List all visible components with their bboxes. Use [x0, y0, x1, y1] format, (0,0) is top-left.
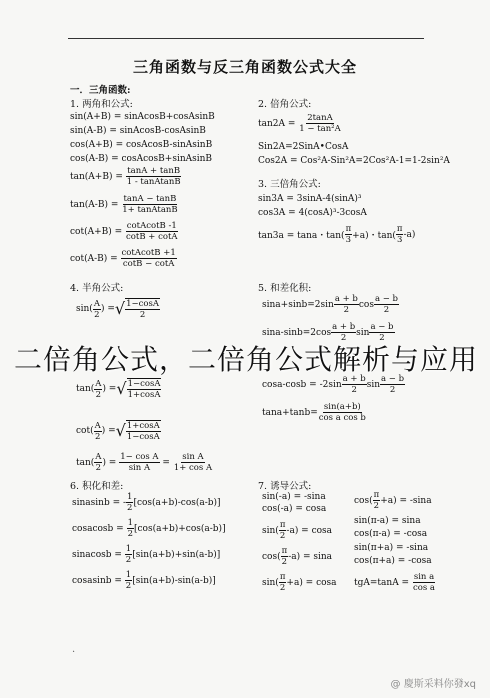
numerator: a − b	[381, 374, 405, 384]
numerator: 1	[127, 492, 133, 502]
numerator: a − b	[374, 294, 398, 304]
formula-part: ) =	[100, 304, 115, 314]
denominator: 2	[343, 305, 350, 315]
fraction	[121, 194, 178, 215]
denominator: cotB − cotA	[122, 259, 175, 269]
formula-lhs: tan(A+B) =	[70, 171, 123, 182]
formula-part: sin	[366, 379, 380, 390]
formula-part: -a)	[403, 229, 416, 240]
formula-line	[262, 546, 332, 567]
fraction	[125, 544, 132, 565]
formula-line: sin(A+B) = sinAcosB+cosAsinB	[70, 112, 215, 122]
formula-line	[262, 402, 367, 423]
formula-line: cos(-a) = cosa	[262, 504, 327, 514]
formula-part: -a) = cosa	[286, 525, 333, 536]
formula-part: cos	[358, 299, 374, 310]
formula-part: tana+tanb=	[262, 407, 318, 418]
sqrt: √ $\frac{1-\cos A}{1+\cos A}$	[116, 379, 161, 400]
formula-part: cos(	[262, 551, 281, 562]
formula-part: cos(	[354, 495, 373, 506]
fraction	[412, 572, 436, 593]
denominator: 2	[373, 501, 380, 511]
numerator: sin A	[182, 452, 204, 462]
denominator: 3	[396, 235, 403, 245]
formula-part: tgA=tanA =	[354, 577, 410, 588]
heading-sum-to-product: 5. 和差化积:	[258, 283, 312, 294]
numerator: 1	[127, 518, 133, 528]
formula-line	[76, 298, 160, 320]
fraction	[93, 299, 101, 320]
formula-part: sinacosb =	[72, 549, 122, 560]
numerator: 2tanA	[307, 113, 333, 123]
formula-line	[258, 224, 415, 245]
numerator: A	[95, 378, 102, 389]
formula-line: cos(A-B) = cosAcosB+sinAsinB	[70, 154, 213, 164]
formula-part: sin	[356, 327, 370, 338]
fraction	[281, 546, 289, 567]
section-label: 一．三角函数:	[70, 85, 131, 96]
formula-line	[70, 166, 182, 187]
formula-line: Sin2A=2SinA•CosA	[258, 142, 349, 152]
numerator: π	[345, 224, 352, 234]
formula-part: cosasinb =	[72, 575, 122, 586]
formula-part: ) =	[102, 384, 117, 394]
denominator: 1+cosA	[127, 390, 161, 400]
fraction	[126, 421, 161, 442]
formula-line: tan( $\frac{A}{2}$ ) = $\frac{\text{1− cos A}}{\text{sin A}}$ = $\frac{\text{sin A}}{\text{1+ cos A}}$	[76, 452, 213, 473]
fraction	[345, 224, 353, 245]
page-title: 三角函数与反三角函数公式大全	[132, 58, 357, 76]
fraction	[94, 421, 102, 442]
numerator: A	[94, 420, 101, 431]
formula-line	[72, 570, 216, 591]
denominator: 3	[345, 235, 352, 245]
numerator: sin a	[413, 572, 435, 582]
formula-line: cos(π-a) = -cosa	[354, 529, 428, 539]
numerator: A	[93, 298, 100, 309]
formula-line	[72, 544, 220, 565]
fraction	[396, 224, 404, 245]
denominator: 2	[139, 310, 146, 320]
formula-line	[70, 248, 177, 269]
page-mark: ·	[72, 647, 76, 658]
heading-sum-formulas: 1. 两角和公式:	[70, 99, 133, 110]
fraction	[94, 452, 102, 473]
denominator: sin A	[128, 463, 151, 473]
numerator: a + b	[332, 322, 356, 332]
formula-line: sin(π-a) = sina	[354, 516, 421, 526]
denominator: 2	[279, 531, 286, 541]
formula-lhs: tan2A =	[258, 118, 296, 129]
fraction	[125, 570, 132, 591]
numerator: cotAcotB -1	[126, 221, 177, 231]
formula-part: sina+sinb=2sin	[262, 299, 334, 310]
numerator: 1	[125, 544, 132, 554]
formula-line	[70, 194, 179, 215]
watermark: @ 慶斯采料你發xq	[390, 679, 476, 690]
numerator: 1−cosA	[126, 299, 159, 309]
formula-part: cosa-cosb = -2sin	[262, 379, 342, 390]
formula-part: tan3a = tana・tan(	[258, 231, 345, 241]
denominator: 2	[94, 309, 100, 320]
formula-part: cot(	[76, 426, 94, 436]
numerator: 1− cos A	[120, 452, 159, 462]
formula-part: -a) = sina	[288, 551, 333, 562]
formula-part: sinasinb = -	[72, 497, 127, 508]
numerator: tanA + tanB	[127, 166, 181, 176]
denominator: 2	[340, 333, 347, 343]
heading-induction: 7. 诱导公式:	[258, 481, 312, 492]
formula-line	[354, 490, 432, 511]
formula-line	[72, 492, 221, 513]
formula-part: +a)・tan(	[352, 231, 396, 241]
fraction	[119, 452, 159, 473]
formula-part: ) =	[102, 457, 117, 468]
formula-part: [sin(a+b)+sin(a-b)]	[132, 549, 221, 560]
fraction	[318, 402, 367, 423]
numerator: a + b	[342, 374, 366, 384]
sqrt: √ $\frac{1-\cos A}{2}$	[114, 299, 159, 320]
formula-part: [cos(a+b)+cos(a-b)]	[133, 523, 226, 534]
fraction	[334, 294, 359, 315]
formula-line: sin(π+a) = -sina	[354, 543, 429, 553]
fraction	[125, 221, 179, 242]
numerator: π	[279, 520, 286, 530]
formula-part: [sin(a+b)-sin(a-b)]	[132, 575, 216, 586]
denominator: 2	[127, 503, 133, 513]
formula-line	[262, 294, 399, 315]
caption-text: 二倍角公式，二倍角公式解析与应用	[14, 343, 479, 376]
denominator: 1+ cos A	[173, 463, 213, 473]
numerator: π	[281, 546, 288, 556]
numerator: sin(a+b)	[323, 402, 361, 412]
formula-line: cos(A+B) = cosAcosB-sinAsinB	[70, 140, 213, 150]
formula-lhs: tan(A-B) =	[70, 199, 119, 210]
denominator: 1 - tanAtanB	[126, 177, 181, 187]
numerator: π	[279, 572, 286, 582]
fraction	[374, 294, 399, 315]
heading-double-angle: 2. 倍角公式:	[258, 99, 312, 110]
formula-lhs: cot(A-B) =	[70, 253, 118, 264]
formula-line	[354, 572, 436, 593]
formula-line: sin(-a) = -sina	[262, 492, 326, 502]
denominator: 2	[95, 463, 102, 473]
numerator: a + b	[334, 294, 358, 304]
denominator: 2	[379, 333, 385, 343]
formula-part: +a) = cosa	[286, 577, 337, 588]
formula-line	[76, 420, 161, 442]
denominator: cos a cos b	[318, 413, 366, 423]
denominator: 2	[383, 305, 390, 315]
fraction	[126, 166, 182, 187]
denominator: cotB + cotA	[126, 232, 178, 242]
denominator: cos a	[412, 583, 435, 593]
formula-line: sin3A = 3sinA-4(sinA)³	[258, 194, 362, 204]
fraction	[126, 492, 133, 513]
denominator: 1−cosA	[126, 432, 160, 442]
formula-part: sina-sinb=2cos	[262, 327, 332, 338]
numerator: 1+cosA	[126, 421, 160, 431]
fraction	[373, 490, 381, 511]
formula-line	[262, 572, 337, 593]
heading-product-to-sum: 6. 积化和差:	[70, 481, 124, 492]
formula-line: cos3A = 4(cosA)³-3cosA	[258, 208, 367, 218]
denominator: 2	[127, 529, 133, 539]
formula-part: sin(	[76, 304, 93, 314]
formula-line	[72, 518, 226, 539]
heading-half-angle: 4. 半角公式:	[70, 283, 124, 294]
numerator: a − b	[370, 322, 394, 332]
formula-line: cos(π+a) = -cosa	[354, 556, 432, 566]
formula-line	[70, 221, 179, 242]
top-rule	[68, 38, 424, 39]
formula-part: ) =	[101, 426, 116, 436]
denominator: 2	[351, 385, 357, 395]
formula-part: cosacosb =	[72, 523, 124, 534]
fraction	[173, 452, 213, 473]
formula-part: tan(	[76, 457, 95, 468]
fraction	[121, 248, 177, 269]
denominator: 2	[389, 385, 396, 395]
numerator: A	[95, 452, 102, 462]
numerator: π	[396, 224, 403, 234]
fraction	[298, 113, 341, 134]
fraction	[125, 299, 160, 320]
formula-line	[262, 520, 332, 541]
formula-line: Cos2A = Cos²A-Sin²A=2Cos²A-1=1-2sin²A	[258, 156, 450, 166]
formula-part: sin(	[262, 577, 279, 588]
denominator: 2	[125, 581, 132, 591]
denominator: 2	[279, 583, 286, 593]
formula-part: +a) = -sina	[380, 495, 432, 506]
formula-part: sin(	[262, 525, 279, 536]
fraction	[127, 379, 162, 400]
formula-lhs: cot(A+B) =	[70, 226, 123, 237]
fraction	[279, 572, 287, 593]
formula-part: [cos(a+b)-cos(a-b)]	[133, 497, 221, 508]
fraction	[279, 520, 287, 541]
numerator: cotAcotB +1	[121, 248, 176, 258]
denominator: 1 − tan²A	[299, 124, 341, 134]
formula-part: tan(	[76, 384, 95, 394]
sqrt: √ $\frac{1+\cos A}{1-\cos A}$	[115, 421, 160, 442]
formula-line: sin(A-B) = sinAcosB-cosAsinB	[70, 126, 206, 136]
formula-line	[258, 113, 342, 134]
fraction	[127, 518, 134, 539]
denominator: 2	[94, 431, 101, 442]
denominator: 2	[95, 389, 102, 400]
denominator: 2	[125, 555, 132, 565]
numerator: 1−cosA	[127, 379, 161, 389]
heading-triple-angle: 3. 三倍角公式:	[258, 179, 321, 190]
denominator: 1+ tanAtanB	[122, 205, 178, 215]
section-heading	[70, 82, 131, 96]
numerator: tanA − tanB	[123, 194, 177, 204]
numerator: π	[373, 490, 380, 500]
denominator: 2	[281, 557, 288, 567]
numerator: 1	[125, 570, 132, 580]
